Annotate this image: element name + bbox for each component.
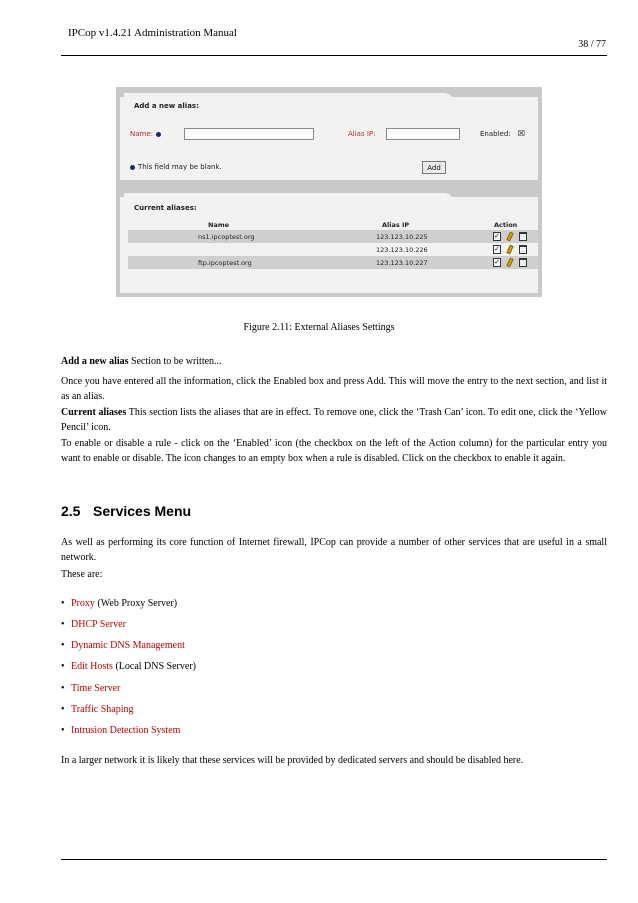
alias-name-cell: ftp.ipcoptest.org xyxy=(198,259,252,267)
paragraph-current-aliases: Current aliases This section lists the aliases that are in effect. To remove one, click the ‘Trash Can’ icon. To edit one, click the ‘Yellow Pencil’ icon. xyxy=(61,407,607,433)
enabled-label: Enabled: xyxy=(480,130,511,138)
running-header-title: IPCop v1.4.21 Administration Manual xyxy=(68,27,237,39)
current-aliases-panel-title: Current aliases: xyxy=(134,204,197,212)
list-item: • Dynamic DNS Management xyxy=(61,640,185,651)
alias-ip-cell: 123.123.10.227 xyxy=(376,259,428,267)
name-input[interactable] xyxy=(184,128,314,140)
table-row xyxy=(128,256,538,269)
time-server-link[interactable]: Time Server xyxy=(71,683,121,694)
paragraph-services-intro: As well as performing its core function of Internet firewall, IPCop can provide a number of other services that are useful in a small network. xyxy=(61,537,607,563)
list-item: • Time Server xyxy=(61,683,121,694)
header-rule xyxy=(61,55,607,56)
trash-can-icon[interactable] xyxy=(519,245,527,254)
alias-ip-label: Alias IP: xyxy=(348,130,376,138)
table-row xyxy=(128,243,538,256)
list-item: • Traffic Shaping xyxy=(61,704,134,715)
add-alias-panel xyxy=(120,97,538,180)
column-header-name: Name xyxy=(208,221,230,229)
edit-hosts-link[interactable]: Edit Hosts xyxy=(71,661,113,672)
enabled-checkbox-icon[interactable]: ✓ xyxy=(494,258,500,266)
proxy-link[interactable]: Proxy xyxy=(71,598,95,609)
enabled-checkbox-icon[interactable]: ✓ xyxy=(494,232,500,240)
add-button[interactable]: Add xyxy=(422,161,446,174)
current-aliases-panel xyxy=(120,197,538,293)
dhcp-server-link[interactable]: DHCP Server xyxy=(71,619,126,630)
column-header-alias-ip: Alias IP xyxy=(382,221,410,229)
paragraph-dedicated-servers: In a larger network it is likely that these services will be provided by dedicated servers and should be disabled here. xyxy=(61,755,524,766)
aliases-screenshot-figure xyxy=(116,87,542,297)
trash-can-icon[interactable] xyxy=(519,232,527,241)
alias-ip-cell: 123.123.10.225 xyxy=(376,233,428,241)
footer-rule xyxy=(61,859,607,860)
add-alias-panel-title: Add a new alias: xyxy=(134,102,199,110)
trash-can-icon[interactable] xyxy=(519,258,527,267)
paragraph-enabled-instructions: Once you have entered all the information, click the Enabled box and press Add. This will move the entry to the next section, and list it as an alias. xyxy=(61,376,607,402)
alias-ip-cell: 123.123.10.226 xyxy=(376,246,428,254)
column-header-action: Action xyxy=(494,221,518,229)
figure-caption: Figure 2.11: External Aliases Settings xyxy=(243,322,395,333)
required-dot-icon xyxy=(130,165,135,170)
paragraph-these-are: These are: xyxy=(61,569,103,580)
enabled-checkbox[interactable]: ☒ xyxy=(517,129,526,138)
list-item: • DHCP Server xyxy=(61,619,126,630)
list-item: • Intrusion Detection System xyxy=(61,725,181,736)
list-item: • Proxy (Web Proxy Server) xyxy=(61,598,178,609)
alias-name-cell: ns1.ipcoptest.org xyxy=(198,233,255,241)
required-dot-icon xyxy=(156,132,161,137)
pencil-icon[interactable] xyxy=(506,258,513,268)
paragraph-enable-disable: To enable or disable a rule - click on the ‘Enabled’ icon (the checkbox on the left of the Action column) for the particular entry you want to enable or disable. The icon changes to an empty box when a rule is disabled. Click on the checkbox to enable it again. xyxy=(61,438,607,464)
traffic-shaping-link[interactable]: Traffic Shaping xyxy=(71,704,134,715)
pencil-icon[interactable] xyxy=(506,232,513,242)
alias-ip-input[interactable] xyxy=(386,128,460,140)
blank-field-note: This field may be blank. xyxy=(130,163,222,171)
paragraph-add-alias: Add a new alias Section to be written... xyxy=(61,356,222,367)
page-number: 38 / 77 xyxy=(578,39,606,50)
name-label: Name: xyxy=(130,130,161,138)
table-row xyxy=(128,230,538,243)
enabled-checkbox-icon[interactable]: ✓ xyxy=(494,245,500,253)
pencil-icon[interactable] xyxy=(506,245,513,255)
intrusion-detection-link[interactable]: Intrusion Detection System xyxy=(71,725,181,736)
dynamic-dns-link[interactable]: Dynamic DNS Management xyxy=(71,640,185,651)
list-item: • Edit Hosts (Local DNS Server) xyxy=(61,661,196,672)
section-heading: 2.5 Services Menu xyxy=(61,503,192,519)
